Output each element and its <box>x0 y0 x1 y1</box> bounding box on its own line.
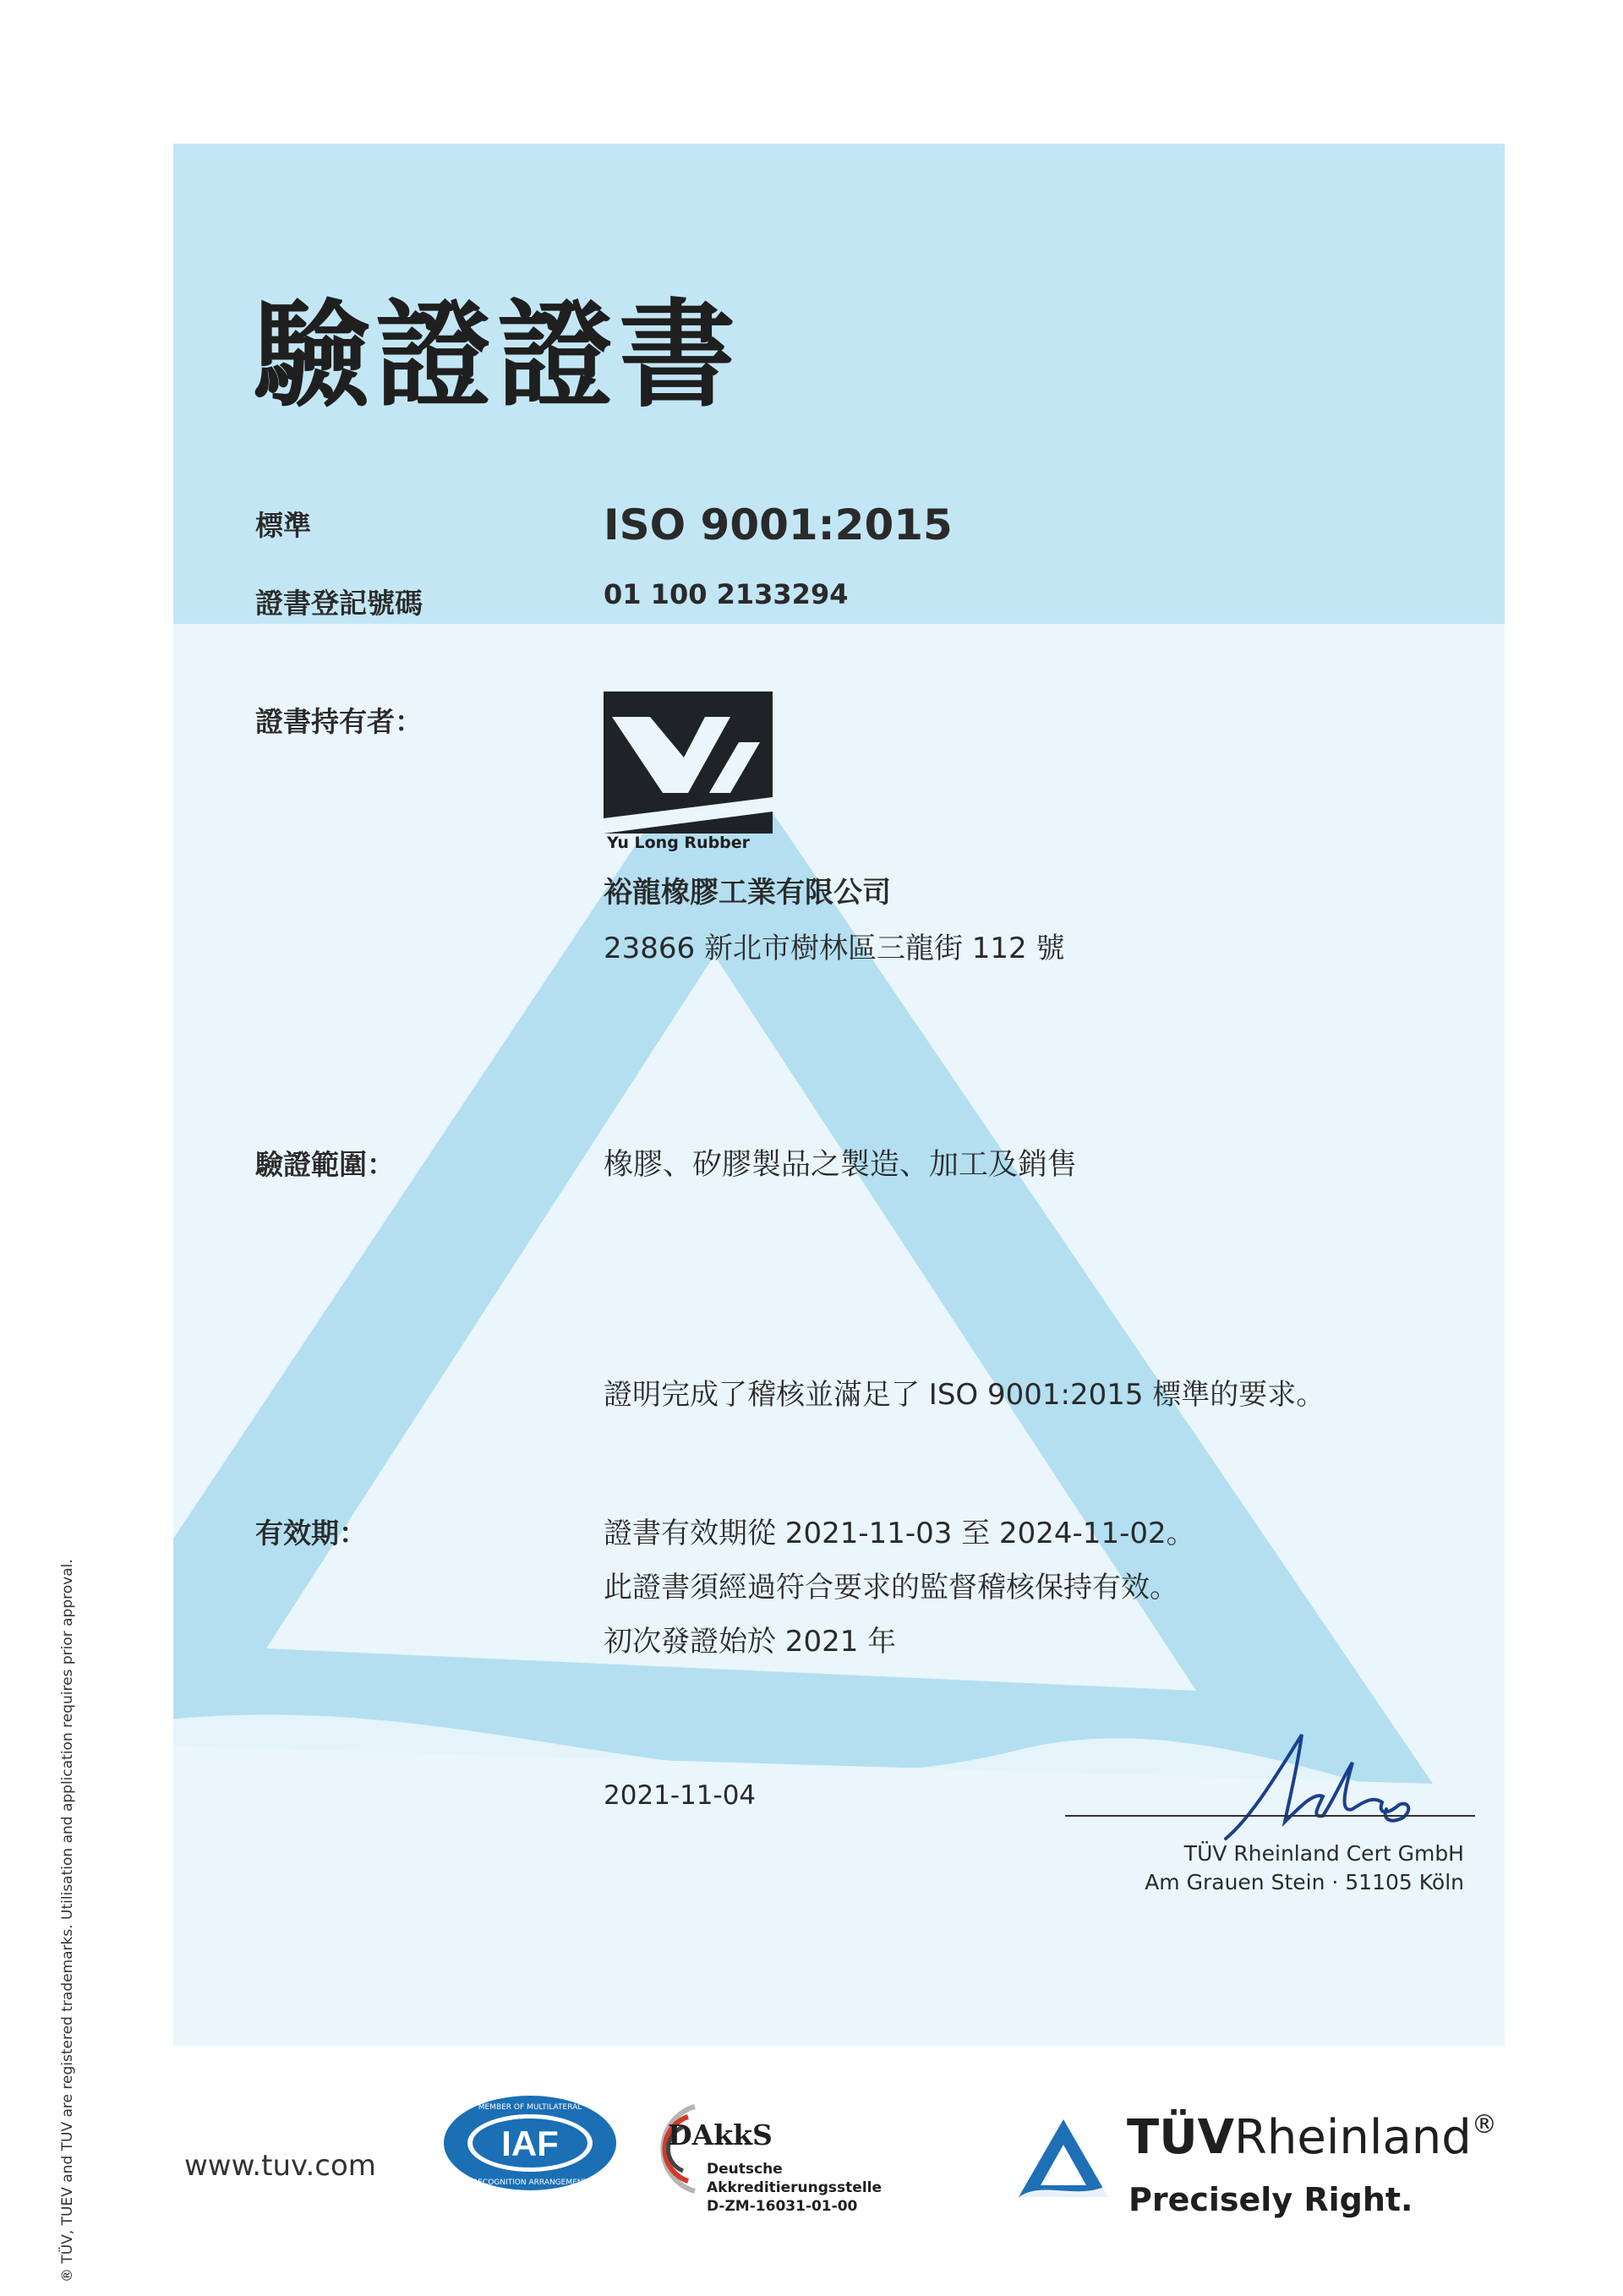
trademark-note: ® TÜV, TUEV and TUV are registered trademarks. Utilisation and application requires prior approval. <box>59 1559 76 2282</box>
scope-value: 橡膠、矽膠製品之製造、加工及銷售 <box>604 1148 1078 1182</box>
dakks-line-3: D-ZM-16031-01-00 <box>707 2198 858 2215</box>
tuv-brand: TÜVRheinland® <box>1127 2110 1497 2165</box>
registration-label: 證書登記號碼 <box>255 587 423 620</box>
dakks-line-1: Deutsche <box>707 2161 783 2178</box>
certificate-title: 驗證證書 <box>254 287 741 424</box>
registration-number: 01 100 2133294 <box>604 578 849 610</box>
dakks-line-2: Akkreditierungsstelle <box>707 2179 882 2196</box>
dakks-name: DAkkS <box>668 2118 773 2151</box>
standard-value: ISO 9001:2015 <box>604 500 953 549</box>
yu-long-logo <box>604 692 773 834</box>
tuv-triangle-icon <box>1017 2118 1110 2199</box>
validity-period: 證書有效期從 2021-11-03 至 2024-11-02。 <box>604 1517 1195 1550</box>
standard-label: 標準 <box>255 509 311 542</box>
iaf-logo <box>441 2093 619 2193</box>
signature-line <box>1065 1815 1475 1817</box>
svg-text:RECOGNITION ARRANGEMENT: RECOGNITION ARRANGEMENT <box>472 2178 588 2187</box>
company-address: 23866 新北市樹林區三龍街 112 號 <box>604 932 1065 965</box>
holder-label: 證書持有者： <box>255 705 423 738</box>
validity-condition: 此證書須經過符合要求的監督稽核保持有效。 <box>604 1571 1178 1604</box>
logo-caption: Yu Long Rubber <box>607 834 751 852</box>
company-name: 裕龍橡膠工業有限公司 <box>604 876 891 910</box>
certifier-address: Am Grauen Stein · 51105 Köln <box>1145 1870 1464 1894</box>
signature <box>1217 1725 1420 1851</box>
website-link[interactable]: www.tuv.com <box>184 2149 376 2183</box>
scope-label: 驗證範圍： <box>255 1148 395 1181</box>
certifier-name: TÜV Rheinland Cert GmbH <box>1183 1841 1464 1866</box>
iaf-text: IAF <box>501 2124 559 2163</box>
tuv-slogan: Precisely Right. <box>1128 2181 1413 2218</box>
issue-date: 2021-11-04 <box>604 1780 757 1811</box>
first-issue: 初次發證始於 2021 年 <box>604 1625 897 1659</box>
svg-text:MEMBER OF MULTILATERAL: MEMBER OF MULTILATERAL <box>478 2103 582 2112</box>
validity-label: 有效期： <box>255 1517 367 1550</box>
compliance-statement: 證明完成了稽核並滿足了 ISO 9001:2015 標準的要求。 <box>604 1378 1325 1412</box>
